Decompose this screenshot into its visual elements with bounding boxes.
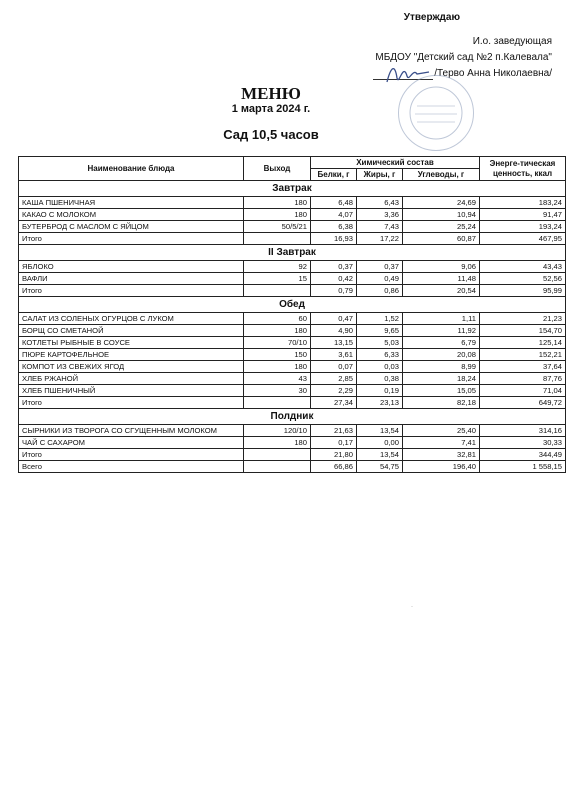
scan-mark: · (411, 604, 413, 610)
fat-value: 0,86 (357, 285, 403, 297)
dish-name: КАКАО С МОЛОКОМ (19, 209, 244, 221)
protein-value: 2,85 (311, 373, 357, 385)
carbs-value: 24,69 (403, 197, 480, 209)
protein-value: 0,47 (311, 313, 357, 325)
dish-name: ПЮРЕ КАРТОФЕЛЬНОЕ (19, 349, 244, 361)
fat-value: 7,43 (357, 221, 403, 233)
protein-value: 4,07 (311, 209, 357, 221)
dish-name: СЫРНИКИ ИЗ ТВОРОГА СО СГУЩЕННЫМ МОЛОКОМ (19, 425, 244, 437)
dish-name: Итого (19, 397, 244, 409)
grand-total-row (19, 461, 566, 473)
section-title: Полдник (19, 409, 566, 425)
fat-value: 17,22 (357, 233, 403, 245)
energy-value: 314,16 (480, 425, 566, 437)
energy-value: 43,43 (480, 261, 566, 273)
menu-title: МЕНЮ (241, 84, 301, 103)
dish-output: 180 (244, 325, 311, 337)
dish-row (19, 261, 566, 273)
dish-name: ЯБЛОКО (19, 261, 244, 273)
dish-output (244, 449, 311, 461)
subtotal-row (19, 449, 566, 461)
protein-value: 6,38 (311, 221, 357, 233)
protein-value: 66,86 (311, 461, 357, 473)
dish-row (19, 425, 566, 437)
dish-output: 43 (244, 373, 311, 385)
energy-value: 1 558,15 (480, 461, 566, 473)
col-header-dish: Наименование блюда (19, 157, 244, 181)
energy-value: 125,14 (480, 337, 566, 349)
fat-value: 6,33 (357, 349, 403, 361)
fat-value: 9,65 (357, 325, 403, 337)
fat-value: 3,36 (357, 209, 403, 221)
col-header-carbs: Углеводы, г (403, 169, 480, 181)
dish-row (19, 385, 566, 397)
dish-row (19, 221, 566, 233)
menu-body (19, 181, 566, 473)
energy-value: 71,04 (480, 385, 566, 397)
energy-value: 467,95 (480, 233, 566, 245)
carbs-value: 25,40 (403, 425, 480, 437)
dish-output: 70/10 (244, 337, 311, 349)
protein-value: 2,29 (311, 385, 357, 397)
carbs-value: 8,99 (403, 361, 480, 373)
carbs-value: 82,18 (403, 397, 480, 409)
dish-name: ХЛЕБ ПШЕНИЧНЫЙ (19, 385, 244, 397)
col-header-chem: Химический состав (311, 157, 480, 169)
dish-name: Всего (19, 461, 244, 473)
approval-org: МБДОУ "Детский сад №2 п.Калевала" (375, 52, 552, 63)
dish-output: 180 (244, 197, 311, 209)
carbs-value: 15,05 (403, 385, 480, 397)
energy-value: 30,33 (480, 437, 566, 449)
carbs-value: 9,06 (403, 261, 480, 273)
dish-name: ХЛЕБ РЖАНОЙ (19, 373, 244, 385)
carbs-value: 10,94 (403, 209, 480, 221)
dish-row (19, 337, 566, 349)
subtotal-row (19, 285, 566, 297)
section-title: II Завтрак (19, 245, 566, 261)
menu-group: Сад 10,5 часов (223, 127, 319, 142)
dish-row (19, 373, 566, 385)
carbs-value: 6,79 (403, 337, 480, 349)
section-header (19, 409, 566, 425)
approval-name: /Терво Анна Николаевна/ (434, 68, 552, 79)
section-header (19, 181, 566, 197)
protein-value: 3,61 (311, 349, 357, 361)
dish-name: БУТЕРБРОД С МАСЛОМ С ЯЙЦОМ (19, 221, 244, 233)
fat-value: 6,43 (357, 197, 403, 209)
dish-output: 60 (244, 313, 311, 325)
fat-value: 0,03 (357, 361, 403, 373)
dish-output: 120/10 (244, 425, 311, 437)
carbs-value: 60,87 (403, 233, 480, 245)
approval-position: И.о. заведующая (472, 36, 552, 47)
carbs-value: 196,40 (403, 461, 480, 473)
dish-name: КАША ПШЕНИЧНАЯ (19, 197, 244, 209)
protein-value: 16,93 (311, 233, 357, 245)
section-title: Обед (19, 297, 566, 313)
dish-output: 180 (244, 209, 311, 221)
energy-value: 91,47 (480, 209, 566, 221)
fat-value: 0,19 (357, 385, 403, 397)
col-header-protein: Белки, г (311, 169, 357, 181)
energy-value: 152,21 (480, 349, 566, 361)
protein-value: 21,63 (311, 425, 357, 437)
dish-output: 30 (244, 385, 311, 397)
dish-output: 180 (244, 361, 311, 373)
protein-value: 0,17 (311, 437, 357, 449)
carbs-value: 25,24 (403, 221, 480, 233)
dish-name: САЛАТ ИЗ СОЛЕНЫХ ОГУРЦОВ С ЛУКОМ (19, 313, 244, 325)
fat-value: 1,52 (357, 313, 403, 325)
carbs-value: 7,41 (403, 437, 480, 449)
subtotal-row (19, 397, 566, 409)
dish-name: Итого (19, 449, 244, 461)
dish-output: 180 (244, 437, 311, 449)
carbs-value: 20,08 (403, 349, 480, 361)
menu-table (18, 156, 566, 473)
protein-value: 0,79 (311, 285, 357, 297)
dish-name: КОТЛЕТЫ РЫБНЫЕ В СОУСЕ (19, 337, 244, 349)
energy-value: 154,70 (480, 325, 566, 337)
dish-name: Итого (19, 285, 244, 297)
dish-row (19, 313, 566, 325)
energy-value: 183,24 (480, 197, 566, 209)
dish-output: 150 (244, 349, 311, 361)
dish-row (19, 325, 566, 337)
protein-value: 4,90 (311, 325, 357, 337)
dish-output (244, 285, 311, 297)
dish-name: БОРЩ СО СМЕТАНОЙ (19, 325, 244, 337)
fat-value: 0,38 (357, 373, 403, 385)
fat-value: 54,75 (357, 461, 403, 473)
dish-name: КОМПОТ ИЗ СВЕЖИХ ЯГОД (19, 361, 244, 373)
fat-value: 0,00 (357, 437, 403, 449)
carbs-value: 18,24 (403, 373, 480, 385)
energy-value: 21,23 (480, 313, 566, 325)
carbs-value: 20,54 (403, 285, 480, 297)
protein-value: 0,37 (311, 261, 357, 273)
carbs-value: 11,48 (403, 273, 480, 285)
energy-value: 52,56 (480, 273, 566, 285)
fat-value: 5,03 (357, 337, 403, 349)
carbs-value: 11,92 (403, 325, 480, 337)
dish-row (19, 437, 566, 449)
fat-value: 13,54 (357, 449, 403, 461)
section-header (19, 245, 566, 261)
dish-row (19, 197, 566, 209)
section-title: Завтрак (19, 181, 566, 197)
col-header-energy: Энерге-тическая ценность, ккал (480, 157, 566, 181)
energy-value: 193,24 (480, 221, 566, 233)
protein-value: 6,48 (311, 197, 357, 209)
energy-value: 87,76 (480, 373, 566, 385)
carbs-value: 32,81 (403, 449, 480, 461)
col-header-fat: Жиры, г (357, 169, 403, 181)
dish-row (19, 349, 566, 361)
energy-value: 649,72 (480, 397, 566, 409)
dish-row (19, 209, 566, 221)
fat-value: 0,49 (357, 273, 403, 285)
fat-value: 0,37 (357, 261, 403, 273)
dish-output: 92 (244, 261, 311, 273)
dish-output (244, 461, 311, 473)
protein-value: 13,15 (311, 337, 357, 349)
dish-row (19, 273, 566, 285)
section-header (19, 297, 566, 313)
dish-row (19, 361, 566, 373)
col-header-output: Выход (244, 157, 311, 181)
fat-value: 13,54 (357, 425, 403, 437)
menu-date: 1 марта 2024 г. (231, 103, 311, 115)
protein-value: 21,80 (311, 449, 357, 461)
dish-output: 15 (244, 273, 311, 285)
protein-value: 27,34 (311, 397, 357, 409)
energy-value: 344,49 (480, 449, 566, 461)
energy-value: 95,99 (480, 285, 566, 297)
dish-output: 50/5/21 (244, 221, 311, 233)
dish-output (244, 397, 311, 409)
protein-value: 0,07 (311, 361, 357, 373)
dish-name: Итого (19, 233, 244, 245)
energy-value: 37,64 (480, 361, 566, 373)
protein-value: 0,42 (311, 273, 357, 285)
fat-value: 23,13 (357, 397, 403, 409)
dish-output (244, 233, 311, 245)
carbs-value: 1,11 (403, 313, 480, 325)
approval-title: Утверждаю (403, 12, 460, 23)
subtotal-row (19, 233, 566, 245)
dish-name: ВАФЛИ (19, 273, 244, 285)
dish-name: ЧАЙ С САХАРОМ (19, 437, 244, 449)
